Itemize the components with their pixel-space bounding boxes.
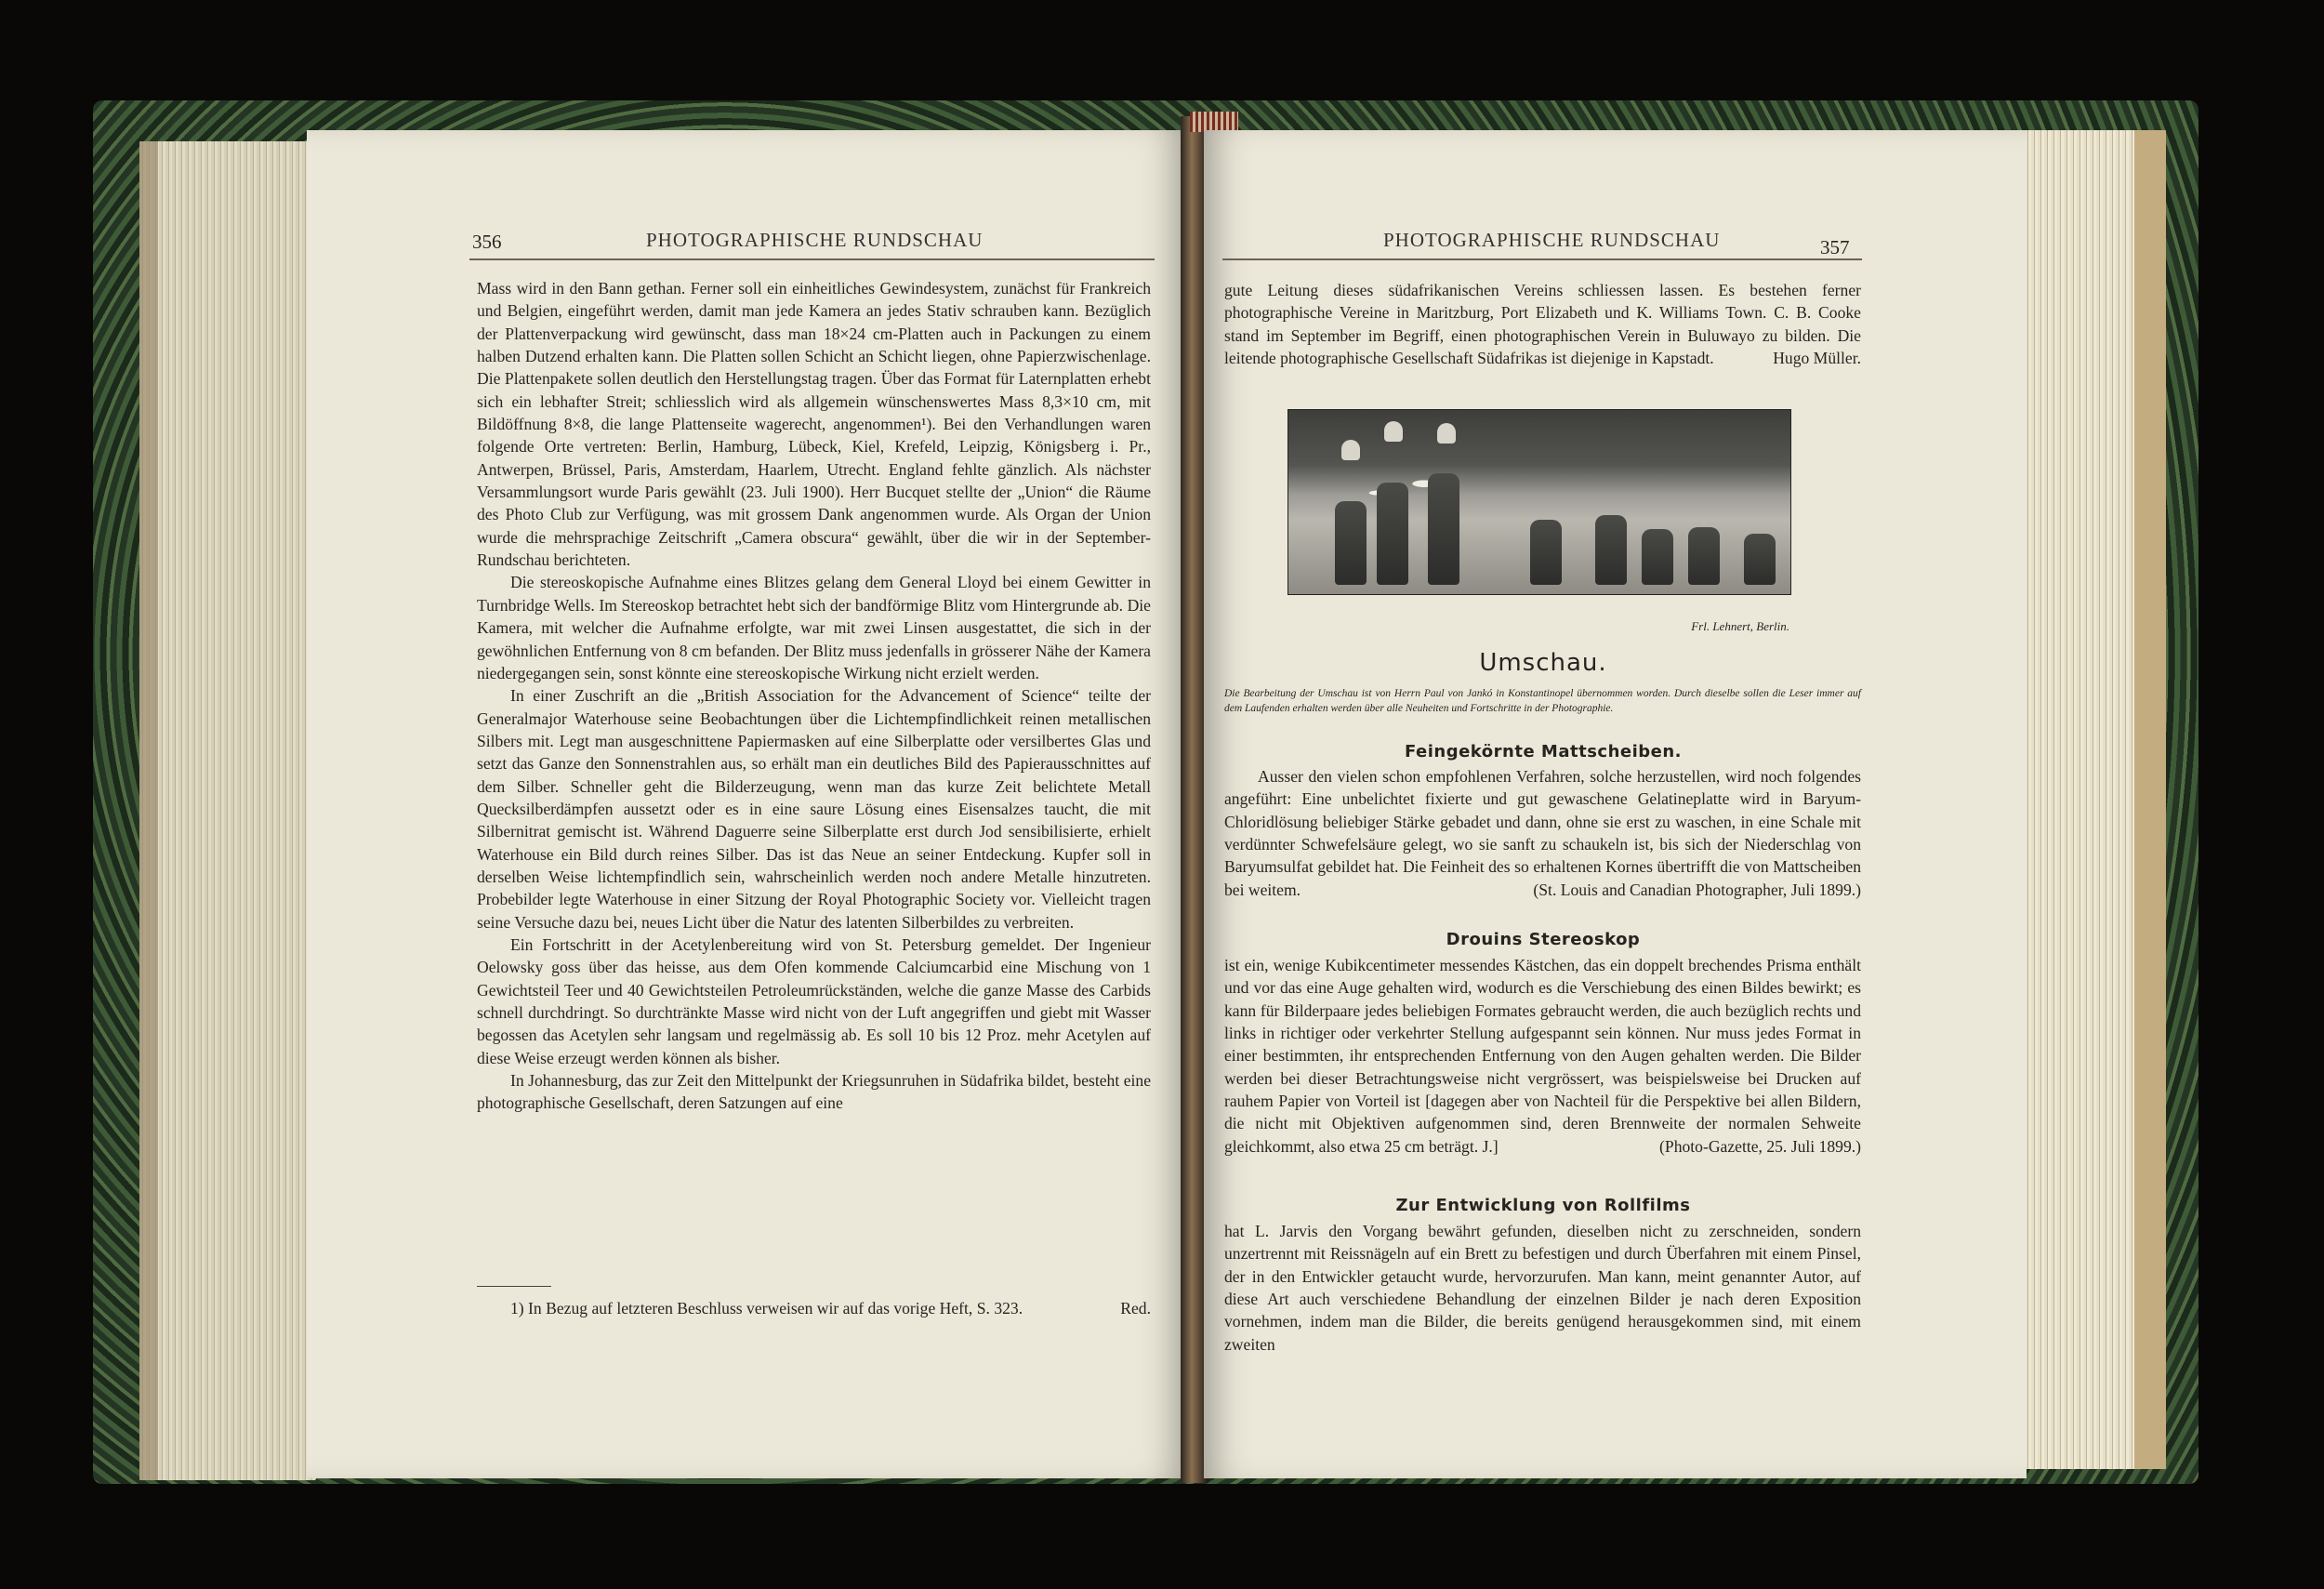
- right-page: [1204, 130, 2027, 1478]
- paragraph: In Johannesburg, das zur Zeit den Mittelpunkt der Kriegsunruhen in Südafrika bildet, besteht eine photographische Gesellschaft, deren Satzungen auf eine: [477, 1071, 1151, 1113]
- header-rule: [1222, 258, 1862, 260]
- article-body: [1224, 765, 1861, 901]
- headband: [1190, 112, 1238, 132]
- footnote-rule: [477, 1286, 551, 1287]
- paragraph: Ausser den vielen schon empfohlenen Verfahren, solche herzustellen, wird noch folgendes angeführt: Eine unbelichtet fixierte und gut gewaschene Gelatineplatte wird in Baryum-Chloridlösung beliebiger Stärke gebadet und dann, ohne sie erst zu waschen, in eine Schale mit verdünnter Schwefelsäure gelegt, wo sie sanft zu schaukeln ist, bis sich der Niederschlag von Baryumsulfat gebildet hat. Die Feinheit des so erhaltenen Kornes übertrifft die von Mattscheiben bei weitem.: [1224, 767, 1861, 899]
- footnote-sign: Red.: [1120, 1299, 1151, 1318]
- author-signature: Hugo Müller.: [1773, 349, 1861, 368]
- paragraph: ist ein, wenige Kubikcentimeter messendes Kästchen, das ein doppelt brechendes Prisma enthält und vor das eine Auge gehalten wird, wodurch es die Verschiebung des einen Bildes bewirkt; es kann für Bilderpaare jedes beliebigen Formates gebraucht werden, die auch bezüglich rechts und links in richtiger oder verkehrter Stellung aufgespannt sein können. Nur muss jedes Format in einer bestimmten, ihr entsprechenden Entfernung von den Augen gehalten werden. Die Bilder werden bei dieser Betrachtungsweise nicht vergrössert, was beispielsweise bei Drucken auf rauhem Papier von Vorteil ist [dagegen aber von Nachteil für die Perspektive bei allen Bildern, die nicht mit Objektiven aufgenommen sind, deren Brennweite der normalen Sehweite gleichkommt, also etwa 25 cm beträgt. J.]: [1224, 956, 1861, 1156]
- section-note: Die Bearbeitung der Umschau ist von Herrn Paul von Jankó in Konstantinopel übernommen worden. Durch dieselbe sollen die Leser immer auf dem Laufenden erhalten werden über alle Neuheiten und Fortschritte in der Photographie.: [1224, 688, 1861, 714]
- section-title: Umschau.: [1479, 649, 1607, 677]
- article-source: (St. Louis and Canadian Photographer, Juli 1899.): [1533, 881, 1861, 900]
- running-head: PHOTOGRAPHISCHE RUNDSCHAU: [646, 229, 984, 251]
- intro-text: [1224, 279, 1861, 370]
- paragraph: In einer Zuschrift an die „British Association for the Advancement of Science“ teilte der Generalmajor Waterhouse seine Beobachtungen über die Lichtempfindlichkeit reinen metallischen Silbers mit. Legt man ausgeschnittene Papiermasken auf eine Silberplatte oder versilbertes Glas und setzt das Ganze den Sonnenstrahlen aus, so erhält man ein deutliches Bild des Papierausschnittes auf dem Silber. Schneller geht die Bilderzeugung, wenn man das kurze Zeit belichtete Metall Quecksilberdämpfen aussetzt oder es in eine saure Lösung eines Eisensalzes taucht, die mit Silbernitrat gemischt ist. Während Daguerre seine Silberplatte erst durch Jod sensibilisierte, erhielt Waterhouse ein Bild durch reines Silber. Das ist das Neue an seiner Entdeckung. Kupfer soll in derselben Weise lichtempfindlich sein, wahrscheinlich werden noch andere Metalle hinzutreten. Probebilder legte Waterhouse in einer Sitzung der Royal Photographic Society vor. Vielleicht tragen seine Versuche dazu bei, neues Licht über die Natur des latenten Silberbildes zu verbreiten.: [477, 686, 1151, 932]
- page-number: 356: [472, 231, 502, 253]
- footnote: [477, 1297, 1151, 1320]
- paragraph: Ein Fortschritt in der Acetylenbereitung wird von St. Petersburg gemeldet. Der Ingenieur Oelowsky goss über das heisse, aus dem Ofen kommende Calciumcarbid eine Mischung von 1 Gewichtsteil Teer und 40 Gewichtsteilen Petroleumrückständen, welche die ganze Masse des Carbids schnell durchdringt. So durchtränkte Masse wird nicht von der Luft angegriffen und giebt mit Wasser begossen das Acetylen sehr langsam und regelmässig ab. Es soll 10 bis 12 Proz. mehr Acetylen auf diese Weise erzeugt werden können als bisher.: [477, 934, 1151, 1067]
- article-body: [1224, 1220, 1861, 1356]
- article-title: Feingekörnte Mattscheiben.: [1404, 742, 1683, 761]
- page-number: 357: [1820, 236, 1850, 258]
- paragraph: Mass wird in den Bann gethan. Ferner soll ein einheitliches Gewindesystem, zunächst für Frankreich und Belgien, eingeführt werden, damit man jede Kamera an jedes Stativ schrauben kann. Bezüglich der Plattenverpackung wird gewünscht, dass man 18×24 cm-Platten auch in Packungen zu einem halben Dutzend erhalten kann. Die Platten sollen Schicht an Schicht liegen, ohne Papierzwischenlage. Die Plattenpakete sollen deutlich den Herstellungstag tragen. Über das Format für Laternplatten erhebt sich ein lebhafter Streit; schliesslich wird als allgemein wünschenswertes Mass 8,3×10 cm, mit Bildöffnung 8×8, die lange Plattenseite wagerecht, angenommen¹). Bei den Verhandlungen waren folgende Orte vertreten: Berlin, Hamburg, Lübeck, Kiel, Krefeld, Leipzig, Königsberg i. Pr., Antwerpen, Brüssel, Paris, Amsterdam, Haarlem, Utrecht. England fehlte gänzlich. Als nächster Versammlungsort wurde Paris gewählt (23. Juli 1900). Herr Bucquet stellte der „Union“ die Räume des Photo Club zur Verfügung, was mit grossem Dank angenommen wurde. Als Organ der Union wurde die mehrsprachige Zeitschrift „Camera obscura“ gewählt, über die wir in der September-Rundschau berichteten.: [477, 279, 1151, 570]
- article-title: Drouins Stereoskop: [1446, 930, 1641, 949]
- paragraph: Die stereoskopische Aufnahme eines Blitzes gelang dem General Lloyd bei einem Gewitter in Turnbridge Wells. Im Stereoskop betrachtet hebt sich der bandförmige Blitz vom Hintergrunde ab. Die Kamera, mit welcher die Aufnahme erfolgte, war mit zwei Linsen ausgestattet, die sich in der gewöhnlichen Entfernung von 8 cm befanden. Der Blitz muss jedenfalls in grösserer Nähe der Kamera niedergegangen sein, sonst könnte eine stereoskopische Wirkung nicht erzielt werden.: [477, 573, 1151, 682]
- photo-credit: Frl. Lehnert, Berlin.: [1691, 619, 1789, 633]
- body-text: [477, 277, 1151, 1115]
- article-source: (Photo-Gazette, 25. Juli 1899.): [1659, 1137, 1861, 1157]
- article-body: [1224, 954, 1861, 1158]
- running-head: PHOTOGRAPHISCHE RUNDSCHAU: [1383, 229, 1721, 251]
- page-edges-left: [139, 141, 316, 1480]
- left-page: [307, 130, 1185, 1478]
- footnote-text: 1) In Bezug auf letzteren Beschluss verweisen wir auf das vorige Heft, S. 323.: [510, 1299, 1023, 1318]
- paragraph: gute Leitung dieses südafrikanischen Vereins schliessen lassen. Es bestehen ferner photographische Vereine in Maritzburg, Port Elizabeth und K. Williams Town. C. B. Cooke stand im September im Begriff, einen photographischen Verein in Buluwayo zu bilden. Die leitende photographische Gesellschaft Südafrikas ist diejenige in Kapstadt.: [1224, 281, 1861, 368]
- header-rule: [469, 258, 1155, 260]
- photograph-women-in-field: [1287, 409, 1791, 595]
- article-title: Zur Entwicklung von Rollfilms: [1395, 1196, 1691, 1215]
- paragraph: hat L. Jarvis den Vorgang bewährt gefunden, dieselben nicht zu zerschneiden, sondern unzertrennt mit Reissnägeln auf ein Brett zu befestigen und durch Überfahren mit einem Pinsel, der in den Entwickler getaucht wurde, hervorzurufen. Man kann, meint genannter Autor, auf diese Art auch verschiedene Behandlung der einzelnen Bilder je nach deren Exposition vornehmen, indem man die Bilder, die bereits genügend herausgekommen sind, mit einem zweiten: [1224, 1222, 1861, 1354]
